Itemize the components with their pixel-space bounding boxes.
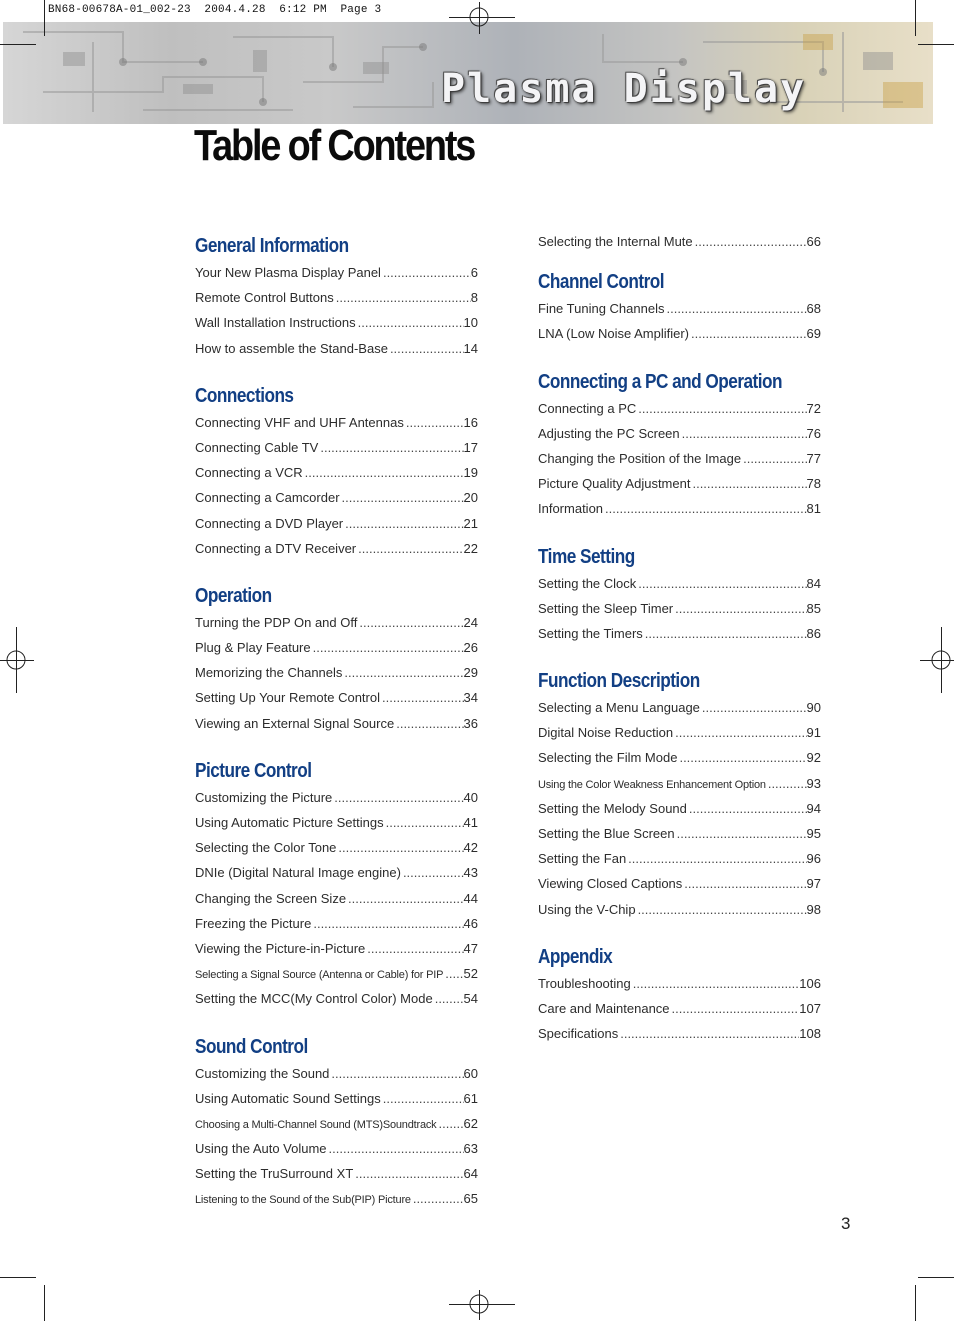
toc-entry-label: Using the V-Chip bbox=[538, 901, 636, 917]
toc-entry[interactable] bbox=[538, 621, 821, 646]
dot-leader bbox=[433, 986, 464, 1011]
toc-entry-label: Setting Up Your Remote Control bbox=[195, 690, 380, 706]
toc-entry[interactable] bbox=[538, 720, 821, 745]
toc-entry-label: Setting the MCC(My Control Color) Mode bbox=[195, 991, 433, 1007]
section-heading: Connections bbox=[195, 384, 294, 407]
toc-entry-page: 40 bbox=[463, 789, 478, 805]
toc-entry-page: 106 bbox=[799, 975, 821, 991]
toc-entry-label: Specifications bbox=[538, 1026, 619, 1042]
toc-entry-page: 63 bbox=[463, 1141, 478, 1157]
toc-entry-label: Your New Plasma Display Panel bbox=[195, 265, 381, 280]
toc-entry-label: Setting the Clock bbox=[538, 575, 637, 591]
toc-entry-label: Digital Noise Reduction bbox=[538, 725, 674, 741]
toc-entry[interactable] bbox=[195, 711, 478, 736]
toc-entry-label: Connecting a PC bbox=[538, 400, 637, 416]
dot-leader bbox=[689, 321, 807, 346]
dot-leader bbox=[329, 1061, 463, 1086]
toc-entry[interactable] bbox=[195, 460, 478, 485]
toc-entry-label: Troubleshooting bbox=[538, 975, 631, 991]
toc-entry-page: 20 bbox=[463, 490, 478, 506]
toc-entry-page: 60 bbox=[463, 1065, 478, 1081]
toc-entry-page: 43 bbox=[463, 865, 478, 881]
toc-entry-page: 61 bbox=[463, 1090, 478, 1106]
toc-entry[interactable] bbox=[538, 396, 821, 421]
toc-entry[interactable] bbox=[195, 336, 478, 361]
toc-entry-page: 36 bbox=[463, 715, 478, 731]
dot-leader bbox=[631, 971, 800, 996]
toc-entry-label: Selecting the Internal Mute bbox=[538, 234, 693, 249]
toc-entry[interactable] bbox=[538, 296, 821, 321]
toc-entry-page: 86 bbox=[806, 625, 821, 641]
toc-entry-label: Changing the Screen Size bbox=[195, 890, 347, 906]
toc-entry-page: 97 bbox=[806, 876, 821, 892]
toc-entry[interactable] bbox=[538, 321, 821, 346]
dot-leader bbox=[603, 496, 806, 521]
dot-leader bbox=[411, 1186, 464, 1211]
dot-leader bbox=[682, 871, 806, 896]
toc-entry-page: 10 bbox=[463, 315, 478, 331]
toc-entry-label: Setting the Melody Sound bbox=[538, 800, 687, 816]
toc-entry-label: Fine Tuning Channels bbox=[538, 301, 665, 317]
dot-leader bbox=[643, 621, 807, 646]
toc-entry-label: Using Automatic Picture Settings bbox=[195, 815, 384, 830]
toc-entry[interactable] bbox=[195, 511, 478, 536]
dot-leader bbox=[636, 897, 807, 922]
dot-leader bbox=[404, 410, 464, 435]
toc-entry-label: Using the Auto Volume bbox=[195, 1141, 327, 1157]
section-heading: Channel Control bbox=[538, 271, 665, 294]
toc-entry[interactable] bbox=[195, 310, 478, 335]
toc-entry-page: 26 bbox=[463, 640, 478, 656]
toc-entry[interactable] bbox=[195, 1086, 478, 1111]
banner-title: Plasma Display bbox=[441, 66, 807, 112]
dot-leader bbox=[365, 936, 463, 961]
dot-leader bbox=[636, 396, 806, 421]
dot-leader bbox=[357, 610, 463, 635]
toc-entry-page: 78 bbox=[806, 476, 821, 492]
toc-entry[interactable] bbox=[195, 785, 478, 810]
toc-entry[interactable] bbox=[538, 596, 821, 621]
toc-section-appendix bbox=[538, 943, 821, 1047]
toc-section-general-information bbox=[195, 232, 478, 361]
toc-section-time-setting bbox=[538, 543, 821, 647]
dot-leader bbox=[343, 511, 463, 536]
toc-entry-page: 8 bbox=[470, 290, 478, 306]
toc-entry-page: 52 bbox=[463, 966, 478, 982]
toc-entry-label: Setting the Sleep Timer bbox=[538, 600, 674, 616]
toc-entry-page: 93 bbox=[806, 775, 821, 791]
dot-leader bbox=[673, 596, 806, 621]
toc-entry-label: How to assemble the Stand-Base bbox=[195, 340, 388, 356]
dot-leader bbox=[677, 745, 806, 770]
toc-entry-page: 17 bbox=[463, 439, 478, 455]
toc-entry-label: Connecting Cable TV bbox=[195, 439, 319, 455]
toc-section-function-description bbox=[538, 667, 821, 922]
dot-leader bbox=[693, 229, 807, 254]
toc-entry-page: 34 bbox=[463, 690, 478, 706]
toc-section-channel-control bbox=[538, 268, 821, 346]
toc-entry-label: Changing the Position of the Image bbox=[538, 450, 742, 466]
toc-entry-page: 16 bbox=[463, 414, 478, 430]
dot-leader bbox=[388, 336, 464, 361]
toc-entry-page: 90 bbox=[806, 700, 821, 716]
section-heading: Function Description bbox=[538, 670, 700, 693]
toc-entry[interactable] bbox=[195, 536, 478, 561]
toc-entry-page: 44 bbox=[463, 890, 478, 906]
toc-entry-page: 64 bbox=[463, 1166, 478, 1182]
toc-entry[interactable] bbox=[538, 471, 821, 496]
dot-leader bbox=[401, 860, 464, 885]
toc-entry[interactable] bbox=[195, 986, 478, 1011]
toc-entry-label: DNIe (Digital Natural Image engine) bbox=[195, 865, 401, 881]
toc-entry[interactable] bbox=[538, 745, 821, 770]
toc-entry-label: Connecting VHF and UHF Antennas bbox=[195, 414, 404, 430]
toc-entry-page: 29 bbox=[463, 665, 478, 681]
toc-entry-page: 6 bbox=[470, 265, 478, 280]
toc-entry-page: 68 bbox=[806, 301, 821, 317]
toc-entry-label: Listening to the Sound of the Sub(PIP) Picture bbox=[195, 1194, 411, 1207]
toc-entry[interactable] bbox=[195, 1161, 478, 1186]
toc-entry-label: Picture Quality Adjustment bbox=[538, 476, 691, 492]
toc-entry-page: 22 bbox=[463, 540, 478, 556]
toc-entry[interactable] bbox=[538, 871, 821, 896]
toc-entry[interactable] bbox=[195, 410, 478, 435]
toc-entry[interactable] bbox=[538, 996, 821, 1021]
toc-entry-label: Connecting a VCR bbox=[195, 465, 303, 481]
toc-entry-label: Using Automatic Sound Settings bbox=[195, 1090, 381, 1106]
toc-entry-label: Selecting a Menu Language bbox=[538, 700, 700, 716]
toc-entry-label: Connecting a Camcorder bbox=[195, 490, 340, 506]
toc-entry[interactable] bbox=[538, 695, 821, 720]
toc-entry[interactable] bbox=[195, 285, 478, 310]
toc-entry-page: 95 bbox=[806, 826, 821, 841]
toc-section-sound-control bbox=[195, 1033, 478, 1212]
toc-entry[interactable] bbox=[195, 886, 478, 911]
toc-entry-label: Plug & Play Feature bbox=[195, 640, 311, 656]
section-heading: Appendix bbox=[538, 945, 613, 968]
dot-leader bbox=[618, 1021, 799, 1046]
page-number: 3 bbox=[841, 1214, 851, 1233]
toc-entry-label: Connecting a DTV Receiver bbox=[195, 540, 357, 556]
dot-leader bbox=[384, 810, 464, 835]
section-heading: Connecting a PC and Operation bbox=[538, 370, 783, 393]
toc-entry[interactable] bbox=[538, 446, 821, 471]
toc-entry-label: Freezing the Picture bbox=[195, 915, 312, 931]
section-heading: Sound Control bbox=[195, 1035, 308, 1058]
toc-entry-page: 21 bbox=[463, 515, 478, 531]
toc-entry[interactable] bbox=[538, 971, 821, 996]
toc-entry-label: Selecting the Color Tone bbox=[195, 840, 337, 856]
toc-entry[interactable] bbox=[195, 810, 478, 835]
toc-entry-page: 66 bbox=[806, 234, 821, 249]
toc-entry-label: Adjusting the PC Screen bbox=[538, 425, 680, 441]
toc-entry-label: Connecting a DVD Player bbox=[195, 515, 344, 531]
toc-entry[interactable] bbox=[538, 229, 821, 254]
toc-entry-page: 77 bbox=[806, 450, 821, 466]
toc-entry[interactable] bbox=[538, 571, 821, 596]
toc-entry[interactable] bbox=[538, 897, 821, 922]
toc-entry-page: 42 bbox=[463, 840, 478, 856]
toc-entry-page: 84 bbox=[806, 575, 821, 591]
toc-entry-page: 85 bbox=[806, 600, 821, 616]
toc-entry[interactable] bbox=[195, 1061, 478, 1086]
toc-section-picture-control bbox=[195, 757, 478, 1012]
toc-entry-page: 54 bbox=[463, 991, 478, 1007]
toc-entry-label: Memorizing the Channels bbox=[195, 665, 343, 681]
toc-entry[interactable] bbox=[195, 1186, 478, 1211]
dot-leader bbox=[436, 1111, 463, 1136]
toc-entry-label: Turning the PDP On and Off bbox=[195, 614, 358, 630]
toc-entry-page: 108 bbox=[799, 1026, 821, 1042]
section-heading: Time Setting bbox=[538, 545, 635, 568]
toc-entry-page: 19 bbox=[463, 465, 478, 481]
dot-leader bbox=[636, 571, 806, 596]
toc-entry[interactable] bbox=[538, 771, 821, 796]
toc-entry-label: Information bbox=[538, 501, 604, 517]
toc-entry-label: LNA (Low Noise Amplifier) bbox=[538, 326, 689, 342]
toc-entry-label: Viewing an External Signal Source bbox=[195, 715, 395, 731]
dot-leader bbox=[626, 846, 806, 871]
toc-entry-page: 98 bbox=[806, 901, 821, 917]
dot-leader bbox=[380, 685, 464, 710]
toc-entry-page: 65 bbox=[463, 1191, 478, 1207]
toc-entry[interactable] bbox=[538, 1021, 821, 1046]
toc-section-connections bbox=[195, 382, 478, 561]
toc-entry-page: 91 bbox=[806, 725, 821, 741]
toc-entry-page: 69 bbox=[806, 326, 821, 342]
toc-entry[interactable] bbox=[195, 610, 478, 635]
toc-entry-label: Customizing the Picture bbox=[195, 789, 333, 805]
dot-leader bbox=[690, 471, 806, 496]
toc-right-column bbox=[538, 229, 821, 1067]
toc-entry[interactable] bbox=[195, 961, 478, 986]
toc-entry[interactable] bbox=[195, 1111, 478, 1136]
dot-leader bbox=[332, 785, 463, 810]
dot-leader bbox=[675, 821, 807, 846]
dot-leader bbox=[346, 886, 463, 911]
toc-entry-label: Setting the Timers bbox=[538, 625, 643, 641]
toc-entry-page: 41 bbox=[463, 815, 478, 830]
header-banner bbox=[3, 22, 933, 124]
toc-entry[interactable] bbox=[195, 260, 478, 285]
dot-leader bbox=[381, 260, 471, 285]
toc-section-connecting-a-pc-and-operation bbox=[538, 368, 821, 522]
toc-entry[interactable] bbox=[538, 846, 821, 871]
dot-leader bbox=[664, 296, 806, 321]
toc-entry-label: Setting the Blue Screen bbox=[538, 826, 675, 841]
toc-entry[interactable] bbox=[195, 860, 478, 885]
page-title: Table of Contents bbox=[194, 121, 475, 170]
toc-entry-label: Care and Maintenance bbox=[538, 1000, 670, 1016]
dot-leader bbox=[311, 635, 464, 660]
dot-leader bbox=[318, 435, 463, 460]
toc-entry[interactable] bbox=[538, 796, 821, 821]
toc-entry[interactable] bbox=[538, 821, 821, 846]
toc-entry[interactable] bbox=[195, 485, 478, 510]
toc-entry-page: 46 bbox=[463, 915, 478, 931]
dot-leader bbox=[327, 1136, 464, 1161]
dot-leader bbox=[353, 1161, 463, 1186]
dot-leader bbox=[311, 911, 463, 936]
toc-entry-page: 92 bbox=[806, 750, 821, 766]
toc-entry[interactable] bbox=[195, 635, 478, 660]
toc-entry[interactable] bbox=[538, 421, 821, 446]
dot-leader bbox=[700, 695, 807, 720]
toc-entry[interactable] bbox=[195, 660, 478, 685]
toc-entry-label: Wall Installation Instructions bbox=[195, 315, 356, 331]
toc-entry[interactable] bbox=[195, 911, 478, 936]
toc-entry-page: 94 bbox=[806, 800, 821, 816]
dot-leader bbox=[741, 446, 806, 471]
dot-leader bbox=[394, 711, 463, 736]
toc-entry-label: Setting the Fan bbox=[538, 851, 627, 867]
toc-section-operation bbox=[195, 582, 478, 736]
toc-entry-label: Customizing the Sound bbox=[195, 1065, 330, 1081]
dot-leader bbox=[687, 796, 807, 821]
dot-leader bbox=[381, 1086, 464, 1111]
dot-leader bbox=[336, 835, 463, 860]
toc-entry-page: 107 bbox=[799, 1000, 821, 1016]
toc-entry-label: Setting the TruSurround XT bbox=[195, 1166, 354, 1182]
toc-entry-page: 76 bbox=[806, 425, 821, 441]
print-header: BN68-00678A-01_002-23 2004.4.28 6:12 PM Page 3 bbox=[48, 4, 382, 16]
toc-entry-page: 24 bbox=[463, 614, 478, 630]
dot-leader bbox=[680, 421, 807, 446]
section-heading: Operation bbox=[195, 584, 272, 607]
toc-entry-page: 96 bbox=[806, 851, 821, 867]
toc-entry-label: Choosing a Multi-Channel Sound (MTS)Soundtrack bbox=[195, 1118, 437, 1131]
toc-entry-page: 14 bbox=[463, 340, 478, 356]
toc-entry-page: 62 bbox=[463, 1115, 478, 1131]
toc-entry-label: Selecting the Film Mode bbox=[538, 750, 678, 766]
dot-leader bbox=[356, 536, 463, 561]
dot-leader bbox=[670, 996, 800, 1021]
section-heading: Picture Control bbox=[195, 759, 312, 782]
toc-entry-label: Viewing the Picture-in-Picture bbox=[195, 940, 366, 956]
toc-entry-page: 47 bbox=[463, 940, 478, 956]
toc-entry[interactable] bbox=[195, 1136, 478, 1161]
toc-entry[interactable] bbox=[195, 685, 478, 710]
toc-entry[interactable] bbox=[195, 936, 478, 961]
dot-leader bbox=[303, 460, 464, 485]
dot-leader bbox=[356, 310, 464, 335]
toc-entry[interactable] bbox=[195, 835, 478, 860]
toc-entry-label: Remote Control Buttons bbox=[195, 290, 334, 306]
dot-leader bbox=[673, 720, 806, 745]
toc-entry-label: Using the Color Weakness Enhancement Option bbox=[538, 778, 766, 791]
dot-leader bbox=[334, 285, 471, 310]
toc-entry-page: 81 bbox=[806, 501, 821, 517]
toc-entry[interactable] bbox=[195, 435, 478, 460]
dot-leader bbox=[766, 771, 807, 796]
toc-entry-page: 72 bbox=[806, 400, 821, 416]
dot-leader bbox=[340, 485, 464, 510]
dot-leader bbox=[443, 961, 463, 986]
toc-entry-label: Viewing Closed Captions bbox=[538, 876, 683, 892]
dot-leader bbox=[342, 660, 463, 685]
toc-left-column bbox=[195, 232, 478, 1233]
toc-entry-label: Selecting a Signal Source (Antenna or Cable) for PIP bbox=[195, 969, 444, 982]
toc-entry[interactable] bbox=[538, 496, 821, 521]
section-heading: General Information bbox=[195, 235, 349, 257]
